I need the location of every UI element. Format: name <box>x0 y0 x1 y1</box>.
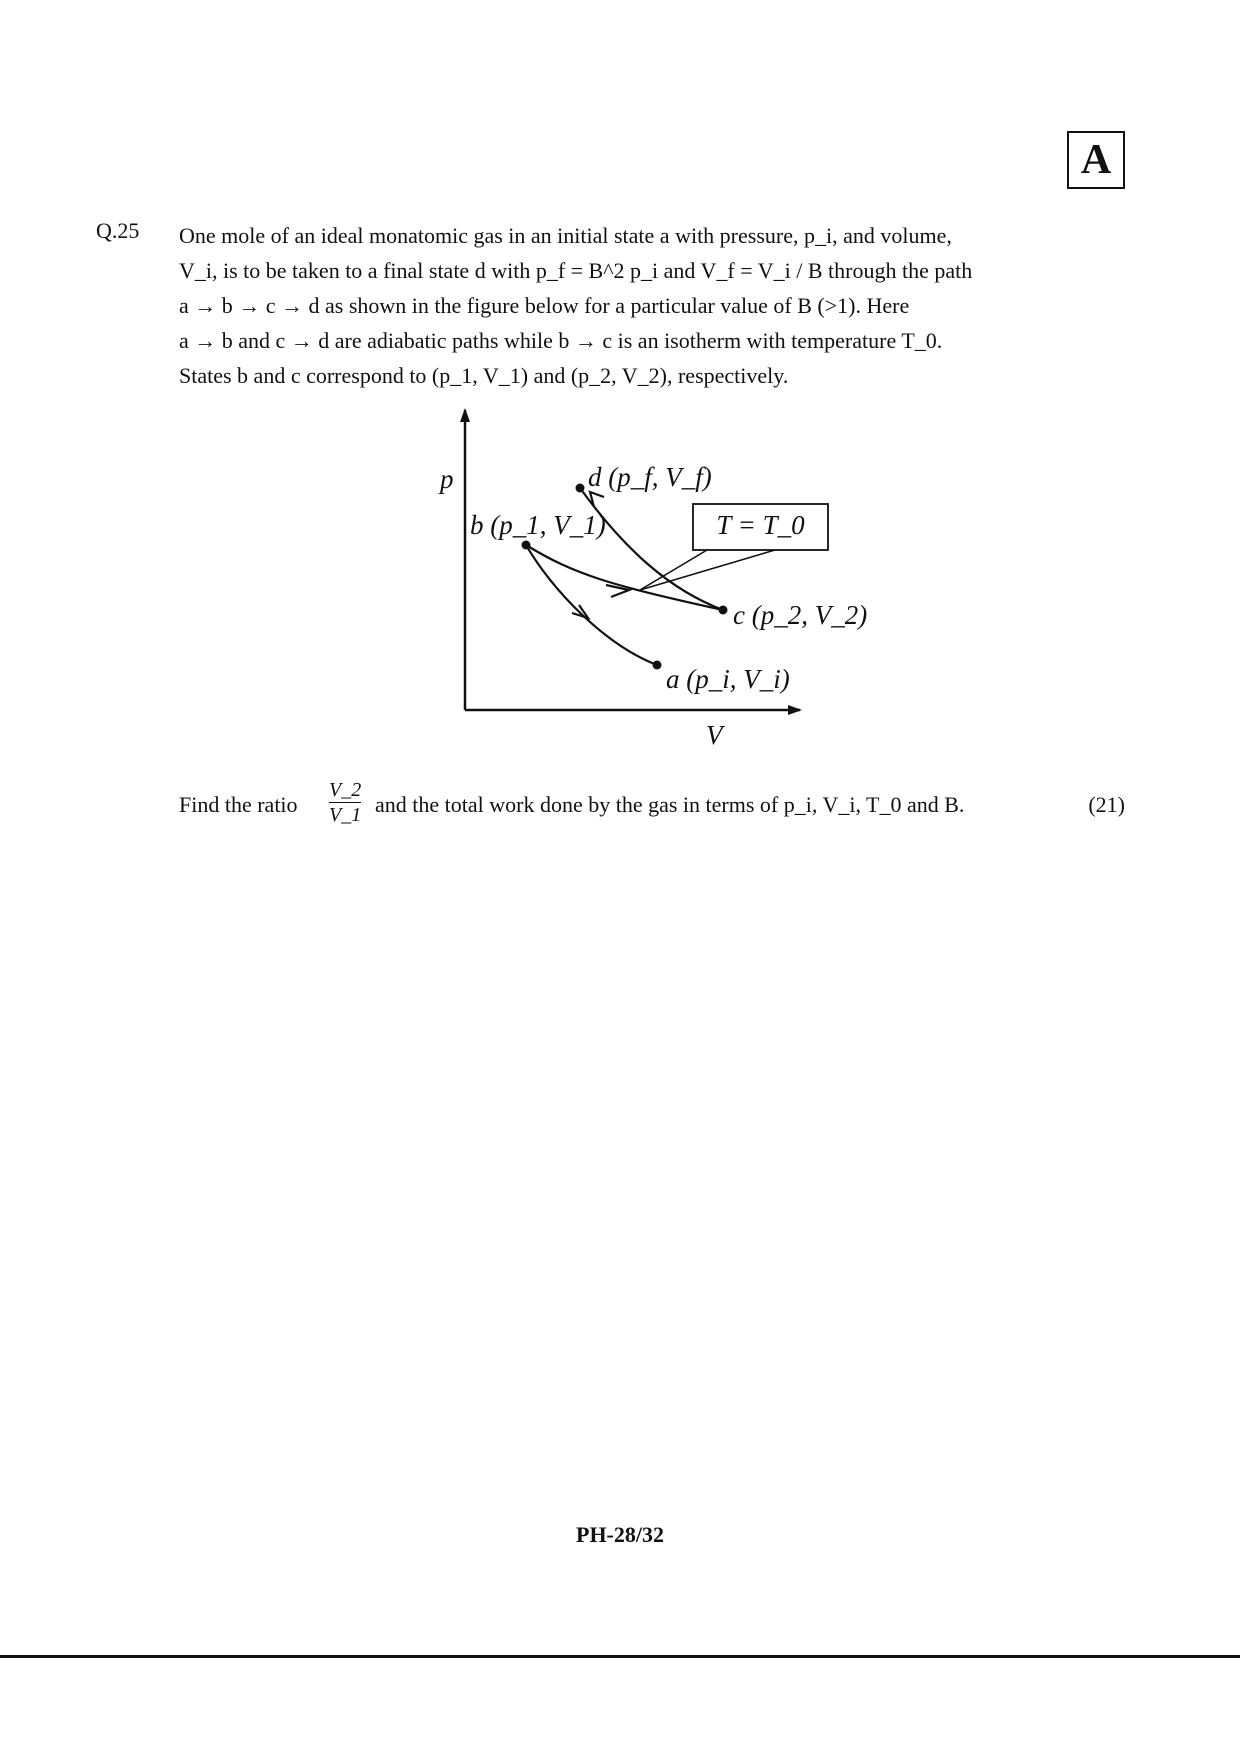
ratio-numerator: V_2 <box>329 779 362 801</box>
ratio-denominator: V_1 <box>329 804 362 826</box>
find-rest: and the total work done by the gas in terms of p_i, V_i, T_0 and B. <box>375 792 965 817</box>
question-line: a → b and c → d are adiabatic paths while b → c is an isotherm with temperature T_0. <box>179 328 943 353</box>
point-a-label: a (p_i, V_i) <box>666 664 790 694</box>
point-d-label: d (p_f, V_f) <box>588 462 712 492</box>
question-line: a → b → c → d as shown in the figure below for a particular value of B (>1). Here <box>179 293 910 318</box>
point-d <box>576 484 585 493</box>
question-text <box>179 218 1125 393</box>
question-line: V_i, is to be taken to a final state d with p_f = B^2 p_i and V_f = V_i / B through the path <box>179 258 973 283</box>
question-line: One mole of an ideal monatomic gas in an initial state a with pressure, p_i, and volume, <box>179 223 952 248</box>
isotherm-b-to-c <box>526 545 723 610</box>
point-a <box>653 661 662 670</box>
pv-diagram <box>430 400 870 765</box>
find-line <box>179 778 1125 838</box>
axis-x-label: V <box>706 720 723 750</box>
pv-diagram-svg <box>430 400 870 765</box>
axis-y-label: p <box>440 464 454 494</box>
question-marks: (21) <box>1088 792 1125 817</box>
isotherm-callout <box>640 550 775 590</box>
question-number: Q.25 <box>96 218 140 243</box>
adiabat-a-to-b <box>526 545 657 665</box>
ratio-fraction <box>329 778 361 827</box>
bottom-rule <box>0 1655 1240 1658</box>
set-code: A <box>1080 137 1112 183</box>
question-line: States b and c correspond to (p_1, V_1) and (p_2, V_2), respectively. <box>179 363 789 388</box>
point-b-label: b (p_1, V_1) <box>470 510 606 540</box>
point-c <box>719 606 728 615</box>
isotherm-label: T = T_0 <box>716 510 805 540</box>
find-lead: Find the ratio <box>179 792 298 817</box>
point-b <box>522 541 531 550</box>
set-code-box <box>1067 131 1125 189</box>
point-c-label: c (p_2, V_2) <box>733 600 868 630</box>
page-number: PH-28/32 <box>576 1522 664 1547</box>
